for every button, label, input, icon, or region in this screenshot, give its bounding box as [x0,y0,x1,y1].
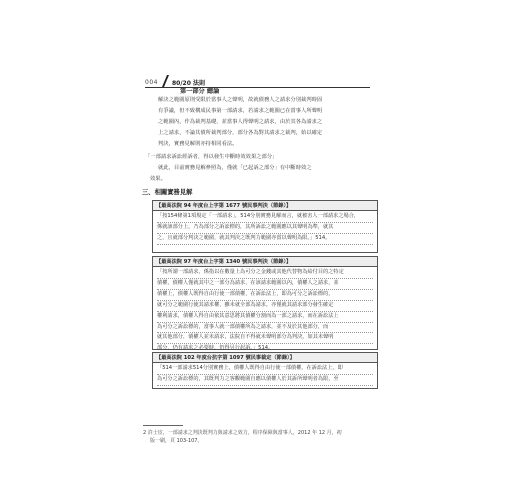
footnote-text: 許士宦，一部請求之判決既判力與請求之效力，程序保障與當事人，2012 年 12 月，初 [147,430,342,436]
footnote [143,429,342,445]
case-line: 就其他部分，債權人並未請求，法院自不得就未聲明部分為判決，如其未聲明 [157,333,373,344]
footnote-text: 版一刷，頁 103-107。 [150,438,203,444]
item-paragraph-line: 就此，目前實務見解參照為，僅就「已起訴之部分」有中斷時效之 [158,165,312,171]
case-line: 債權，債權人僅就其中之一部分為請求，在該請求範圍以內，債權人之請求，並 [157,279,373,290]
paragraph-line: 之範圍內，作為裁判基礎，並當事人得聲明之請求，由於其各為請求之 [158,119,323,125]
case-line: 係就該部分上，乃為部分之訴訟標的，其所訴訟之範圍應以其聲明為準，就其 [157,223,373,234]
header-rule [145,87,370,88]
case-line: 權利請求，債權人得自由依其意思將其債權分割而為一部之請求，而在訴訟法上 [157,312,373,323]
case-line: 為可分之訴訟標的，其既判力之客觀範圍自應以債權人於其訴所聲明者為限，至 [157,375,373,386]
case-line: 「514一部請求514分別實務上，債權人既得自由行使一部債權，在訴訟法上，即 [157,364,373,375]
case-line: 就可分之範圍行使其請求權，雖未就全部為請求，亦僅就其請求部分發生確定 [157,301,373,312]
paragraph-line: 上之請求，不論其債所裁判部分，部分各為對其請求之裁判，始以確定 [158,130,323,136]
paragraph-line: 判決，實務見解則亦持相同看法。 [158,141,238,147]
book-title: 80/20 法則 [172,80,205,87]
case-body [152,211,378,253]
paragraph-line: 解決之範圍原則受限於當事人之聲明，故就債務人之請求分別裁判時固 [158,97,323,103]
case-title: 【最高法院 97 年度台上字第 1340 號民事判決（節錄）】 [152,256,378,267]
page-number: 004 [145,79,158,86]
paragraph-line: 有爭議，但不致構成民事第一部請求，若請求之範圍已在當事人所聲明 [158,108,323,114]
case-line: 部分，仍有請求之必要時，仍得另行起訴。」514。 [157,344,373,355]
item-paragraph-line: 效果。 [150,176,166,182]
case-line: 「按154條第1項規定「一部請求」，514分別實務見解而言，就被害人一部請求之場合， [157,212,373,223]
case-line: 為可分之訴訟標的，當事人就一部債權所為之請求，並不及於其他部分，而 [157,323,373,334]
case-title: 【最高法院 94 年度台上字第 1677 號民事判決（節錄）】 [152,200,378,211]
case-body [152,363,378,389]
slash-mark-icon [158,74,172,88]
case-line: 之，且就部分判決之範圍，就其判決之既判力範圍亦當以聲明為限。」514。 [157,234,373,245]
case-line: 「按所謂一部請求，係指以在數量上為可分之金錢或其他代替物為給付目的之特定 [157,268,373,279]
case-title: 【最高法院 102 年度台抗字第 1097 號民事裁定（節錄）】 [152,352,378,363]
footnote-marker: 2 [143,430,147,436]
section-heading: 三、相關實務見解 [142,189,193,196]
case-line: 債權上，債權人既得自由行使一部債權，在訴訟法上，即為可分之訴訟標的， [157,290,373,301]
footnote-rule [143,425,183,426]
chapter-title: 第一部分 總論 [180,88,220,95]
case-body [152,267,378,350]
item-line: 「一部請求訴訟經訴者，得以發生中斷時效效果之部分」 [145,154,278,160]
